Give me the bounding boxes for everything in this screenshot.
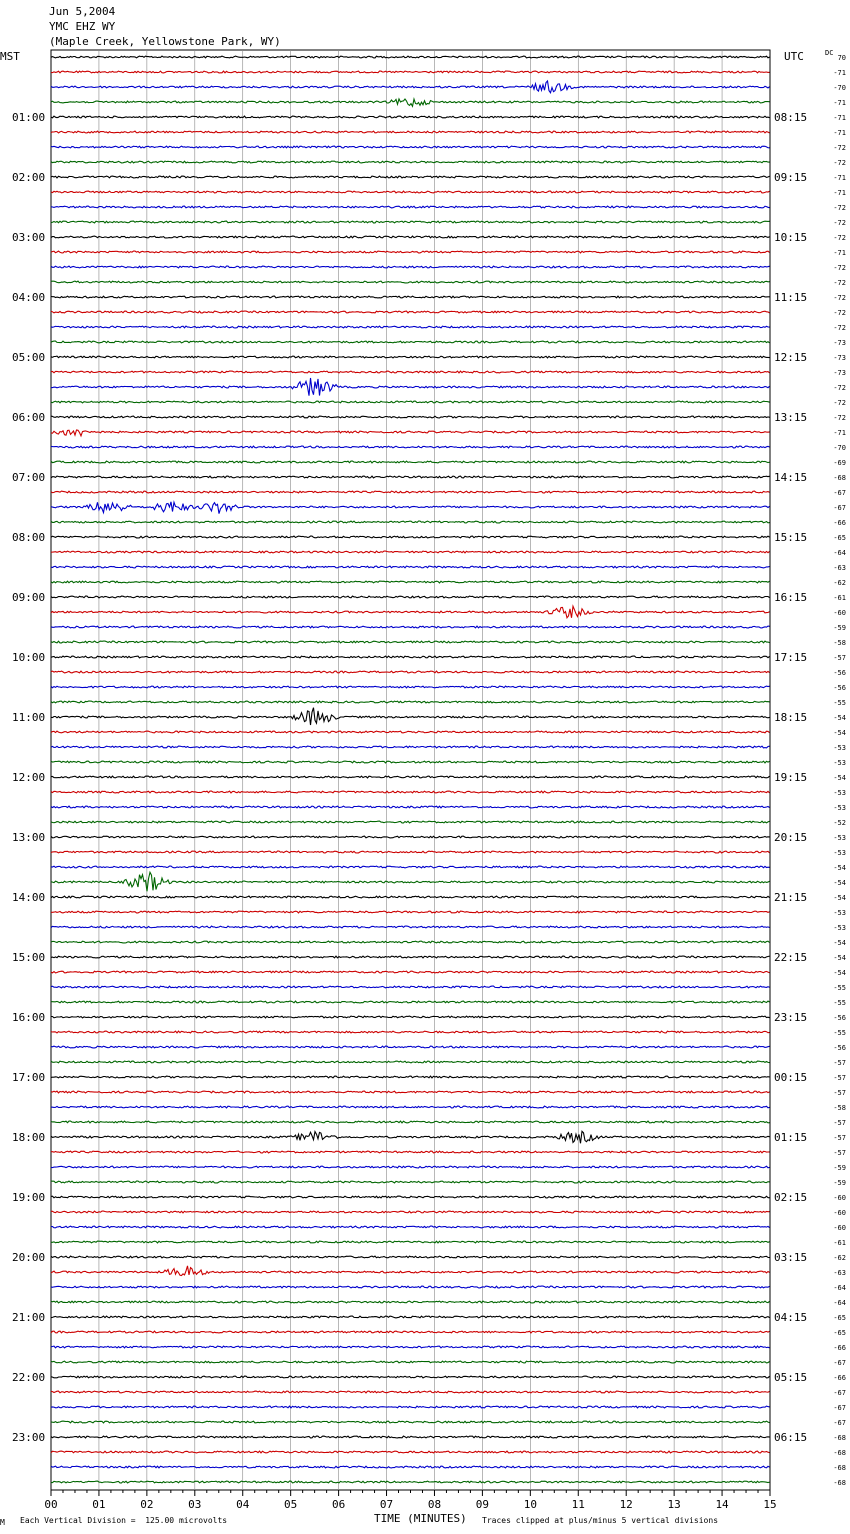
seismic-trace	[51, 1001, 770, 1003]
utc-hour-label: 00:15	[774, 1071, 808, 1084]
dc-offset-label: -57	[833, 1119, 846, 1127]
dc-offset-label: -53	[833, 744, 846, 752]
seismic-trace	[51, 221, 770, 223]
dc-offset-label: -53	[833, 909, 846, 917]
right-timezone-label: UTC	[784, 50, 804, 63]
dc-offset-label: -53	[833, 759, 846, 767]
seismic-trace	[51, 311, 770, 313]
seismic-trace	[51, 606, 770, 618]
seismic-trace	[51, 956, 770, 958]
utc-hour-label: 21:15	[774, 891, 808, 904]
dc-offset-label: -54	[833, 894, 846, 902]
seismic-trace	[51, 896, 770, 898]
local-hour-label: 23:00	[12, 1431, 46, 1444]
seismic-trace	[51, 71, 770, 73]
dc-offset-label: -57	[833, 1074, 846, 1082]
seismic-trace	[51, 416, 770, 418]
dc-offset-label: -57	[833, 654, 846, 662]
local-hour-label: 09:00	[12, 591, 46, 604]
seismic-trace	[51, 176, 770, 178]
local-hour-label: 15:00	[12, 951, 46, 964]
seismic-trace	[51, 99, 770, 106]
utc-hour-label: 14:15	[774, 471, 808, 484]
dc-offset-label: -60	[833, 1194, 846, 1202]
seismic-trace	[51, 1451, 770, 1453]
utc-hour-label: 05:15	[774, 1371, 808, 1384]
dc-offset-label: -72	[833, 324, 846, 332]
seismic-trace	[51, 1361, 770, 1363]
x-tick-label: 02	[140, 1498, 154, 1511]
utc-hour-label: 04:15	[774, 1311, 808, 1324]
seismic-trace	[51, 1181, 770, 1183]
local-hour-label: 20:00	[12, 1251, 46, 1264]
seismic-trace	[51, 671, 770, 673]
dc-offset-label: -67	[833, 504, 846, 512]
seismic-trace	[51, 1196, 770, 1198]
station-location: (Maple Creek, Yellowstone Park, WY)	[49, 35, 281, 48]
seismic-trace	[51, 708, 770, 725]
seismic-trace	[51, 761, 770, 763]
dc-offset-label: -72	[833, 309, 846, 317]
seismic-trace	[51, 161, 770, 163]
dc-offset-label: -54	[833, 714, 846, 722]
seismic-trace	[51, 430, 770, 436]
seismic-trace	[51, 236, 770, 238]
seismic-trace	[51, 1391, 770, 1393]
seismic-trace	[51, 296, 770, 298]
seismic-trace	[51, 986, 770, 988]
dc-offset-label: -55	[833, 984, 846, 992]
dc-offset-label: -58	[833, 639, 846, 647]
dc-offset-label: -63	[833, 1269, 846, 1277]
x-tick-label: 11	[571, 1498, 585, 1511]
dc-offset-label: -65	[833, 1329, 846, 1337]
x-tick-label: 12	[619, 1498, 633, 1511]
dc-offset-label: -53	[833, 924, 846, 932]
dc-offset-label: -67	[833, 1359, 846, 1367]
dc-offset-label: -66	[833, 1344, 846, 1352]
dc-offset-label: -54	[833, 864, 846, 872]
dc-offset-label: -54	[833, 879, 846, 887]
x-tick-label: 05	[284, 1498, 298, 1511]
dc-offset-label: -52	[833, 819, 846, 827]
dc-offset-label: -54	[833, 954, 846, 962]
dc-offset-label: -54	[833, 969, 846, 977]
dc-offset-label: -53	[833, 789, 846, 797]
x-tick-label: 10	[523, 1498, 537, 1511]
dc-offset-label: -59	[833, 624, 846, 632]
corner-mark: M	[0, 1518, 5, 1527]
plot-date: Jun 5,2004	[49, 5, 116, 18]
seismic-trace	[51, 1266, 770, 1276]
utc-hour-label: 11:15	[774, 291, 808, 304]
dc-offset-label: -57	[833, 1059, 846, 1067]
dc-offset-label: -57	[833, 1149, 846, 1157]
x-axis-title: TIME (MINUTES)	[374, 1512, 467, 1525]
seismic-trace	[51, 911, 770, 913]
dc-offset-label: -68	[833, 474, 846, 482]
dc-offset-label: -72	[833, 384, 846, 392]
seismic-trace	[51, 656, 770, 658]
seismic-trace	[51, 1256, 770, 1258]
seismic-trace	[51, 1061, 770, 1063]
dc-offset-label: -56	[833, 1014, 846, 1022]
utc-hour-label: 06:15	[774, 1431, 808, 1444]
seismic-trace	[51, 131, 770, 133]
dc-offset-label: -57	[833, 1089, 846, 1097]
dc-offset-label: -71	[833, 69, 846, 77]
x-tick-label: 04	[236, 1498, 250, 1511]
utc-hour-label: 08:15	[774, 111, 808, 124]
seismic-trace	[51, 821, 770, 823]
seismic-trace	[51, 776, 770, 778]
seismic-trace	[51, 1076, 770, 1078]
dc-offset-label: -71	[833, 99, 846, 107]
seismic-trace	[51, 266, 770, 268]
seismic-trace	[51, 146, 770, 148]
dc-label: DC	[825, 49, 834, 57]
seismic-trace	[51, 866, 770, 868]
dc-offset-label: -73	[833, 354, 846, 362]
local-hour-label: 18:00	[12, 1131, 46, 1144]
utc-hour-label: 09:15	[774, 171, 808, 184]
left-timezone-label: MST	[0, 50, 20, 63]
seismic-trace	[51, 806, 770, 808]
dc-offset-label: -65	[833, 1314, 846, 1322]
dc-offset-label: -70	[833, 84, 846, 92]
dc-offset-label: -72	[833, 279, 846, 287]
dc-offset-label: -64	[833, 1284, 846, 1292]
local-hour-label: 05:00	[12, 351, 46, 364]
utc-hour-label: 20:15	[774, 831, 808, 844]
dc-offset-label: -72	[833, 264, 846, 272]
dc-offset-label: -55	[833, 1029, 846, 1037]
local-hour-label: 08:00	[12, 531, 46, 544]
local-hour-label: 19:00	[12, 1191, 46, 1204]
dc-offset-label: -62	[833, 579, 846, 587]
seismic-trace	[51, 1346, 770, 1348]
dc-offset-label: -55	[833, 999, 846, 1007]
seismic-trace	[51, 1106, 770, 1108]
dc-offset-label: -72	[833, 159, 846, 167]
seismic-trace	[51, 502, 770, 514]
seismic-trace	[51, 371, 770, 373]
dc-offset-label: -54	[833, 729, 846, 737]
seismic-trace	[51, 206, 770, 208]
seismic-trace	[51, 731, 770, 733]
local-hour-label: 13:00	[12, 831, 46, 844]
seismic-trace	[51, 836, 770, 838]
seismic-trace	[51, 1286, 770, 1288]
seismic-trace	[51, 746, 770, 748]
local-hour-label: 06:00	[12, 411, 46, 424]
utc-hour-label: 23:15	[774, 1011, 808, 1024]
local-hour-label: 16:00	[12, 1011, 46, 1024]
seismic-trace	[51, 356, 770, 358]
seismic-trace	[51, 551, 770, 553]
dc-offset-label: -62	[833, 1254, 846, 1262]
seismic-trace	[51, 1481, 770, 1483]
dc-offset-label: -67	[833, 489, 846, 497]
seismic-trace	[51, 641, 770, 643]
seismic-trace	[51, 446, 770, 448]
seismic-trace	[51, 1466, 770, 1468]
dc-offset-label: -69	[833, 459, 846, 467]
seismic-trace	[51, 926, 770, 928]
seismic-trace	[51, 1241, 770, 1243]
x-tick-label: 15	[763, 1498, 777, 1511]
dc-offset-label: -64	[833, 1299, 846, 1307]
dc-offset-label: -53	[833, 804, 846, 812]
seismic-trace	[51, 536, 770, 538]
dc-offset-label: -53	[833, 834, 846, 842]
seismic-trace	[51, 1421, 770, 1423]
dc-offset-label: -68	[833, 1434, 846, 1442]
utc-hour-label: 01:15	[774, 1131, 808, 1144]
x-tick-label: 13	[667, 1498, 681, 1511]
dc-offset-label: -60	[833, 1209, 846, 1217]
local-hour-label: 03:00	[12, 231, 46, 244]
dc-offset-label: -73	[833, 339, 846, 347]
utc-hour-label: 22:15	[774, 951, 808, 964]
x-tick-label: 00	[44, 1498, 58, 1511]
dc-offset-label: -59	[833, 1179, 846, 1187]
seismic-trace	[51, 686, 770, 688]
dc-offset-label: -60	[833, 1224, 846, 1232]
seismic-trace	[51, 341, 770, 343]
seismic-trace	[51, 1091, 770, 1093]
seismic-trace	[51, 401, 770, 403]
seismic-trace	[51, 701, 770, 703]
local-hour-label: 22:00	[12, 1371, 46, 1384]
dc-offset-label: -61	[833, 1239, 846, 1247]
dc-offset-label: -72	[833, 204, 846, 212]
seismic-trace	[51, 521, 770, 523]
seismic-trace	[51, 476, 770, 478]
seismic-trace	[51, 1406, 770, 1408]
seismic-trace	[51, 491, 770, 493]
dc-offset-label: -63	[833, 564, 846, 572]
utc-hour-label: 12:15	[774, 351, 808, 364]
seismic-trace	[51, 378, 770, 396]
seismic-trace	[51, 1046, 770, 1048]
dc-offset-label: -72	[833, 219, 846, 227]
seismic-trace	[51, 1031, 770, 1033]
dc-offset-label: -71	[833, 429, 846, 437]
x-tick-label: 07	[379, 1498, 394, 1511]
dc-offset-label: -66	[833, 1374, 846, 1382]
seismic-trace	[51, 1436, 770, 1438]
local-hour-label: 04:00	[12, 291, 46, 304]
seismic-trace	[51, 461, 770, 463]
dc-offset-label: -67	[833, 1419, 846, 1427]
local-hour-label: 02:00	[12, 171, 46, 184]
seismic-trace	[51, 626, 770, 628]
x-tick-label: 03	[188, 1498, 202, 1511]
seismic-trace	[51, 191, 770, 193]
dc-offset-label: -61	[833, 594, 846, 602]
seismic-trace	[51, 872, 770, 891]
seismic-trace	[51, 1211, 770, 1213]
dc-offset-label: -72	[833, 294, 846, 302]
local-hour-label: 14:00	[12, 891, 46, 904]
dc-offset-label: -58	[833, 1104, 846, 1112]
station-code: YMC EHZ WY	[49, 20, 116, 33]
clip-note: Traces clipped at plus/minus 5 vertical divisions	[482, 1516, 719, 1525]
x-tick-label: 14	[715, 1498, 729, 1511]
dc-offset-label: 70	[837, 54, 846, 62]
utc-hour-label: 10:15	[774, 231, 808, 244]
dc-offset-label: -68	[833, 1449, 846, 1457]
seismic-trace	[51, 56, 770, 58]
dc-offset-label: -72	[833, 234, 846, 242]
seismic-trace	[51, 116, 770, 118]
local-hour-label: 17:00	[12, 1071, 46, 1084]
seismic-trace	[51, 281, 770, 283]
utc-hour-label: 16:15	[774, 591, 808, 604]
utc-hour-label: 17:15	[774, 651, 808, 664]
dc-offset-label: -71	[833, 174, 846, 182]
local-hour-label: 10:00	[12, 651, 46, 664]
dc-offset-label: -56	[833, 669, 846, 677]
x-tick-label: 08	[427, 1498, 442, 1511]
scale-note: Each Vertical Division = 125.00 microvolts	[20, 1516, 228, 1525]
utc-hour-label: 19:15	[774, 771, 808, 784]
dc-offset-label: -67	[833, 1404, 846, 1412]
seismic-trace	[51, 1376, 770, 1378]
x-tick-label: 09	[475, 1498, 490, 1511]
seismic-trace	[51, 941, 770, 943]
dc-offset-label: -64	[833, 549, 846, 557]
dc-offset-label: -54	[833, 774, 846, 782]
dc-offset-label: -65	[833, 534, 846, 542]
dc-offset-label: -72	[833, 399, 846, 407]
seismic-trace	[51, 566, 770, 568]
utc-hour-label: 02:15	[774, 1191, 808, 1204]
seismic-trace	[51, 851, 770, 853]
utc-hour-label: 15:15	[774, 531, 808, 544]
seismic-trace	[51, 1316, 770, 1318]
dc-offset-label: -68	[833, 1464, 846, 1472]
dc-offset-label: -53	[833, 849, 846, 857]
seismic-trace	[51, 1131, 770, 1143]
local-hour-label: 12:00	[12, 771, 46, 784]
local-hour-label: 11:00	[12, 711, 46, 724]
utc-hour-label: 18:15	[774, 711, 808, 724]
dc-offset-label: -57	[833, 1134, 846, 1142]
dc-offset-label: -71	[833, 129, 846, 137]
dc-offset-label: -72	[833, 144, 846, 152]
seismic-trace	[51, 1226, 770, 1228]
local-hour-label: 21:00	[12, 1311, 46, 1324]
utc-hour-label: 03:15	[774, 1251, 808, 1264]
dc-offset-label: -72	[833, 414, 846, 422]
utc-hour-label: 13:15	[774, 411, 808, 424]
seismic-trace	[51, 1331, 770, 1333]
seismic-trace	[51, 581, 770, 583]
local-hour-label: 07:00	[12, 471, 46, 484]
dc-offset-label: -67	[833, 1389, 846, 1397]
seismic-trace	[51, 971, 770, 973]
dc-offset-label: -73	[833, 369, 846, 377]
seismic-trace	[51, 1166, 770, 1168]
seismic-trace	[51, 326, 770, 328]
x-tick-label: 06	[331, 1498, 346, 1511]
dc-offset-label: -71	[833, 249, 846, 257]
dc-offset-label: -66	[833, 519, 846, 527]
seismic-trace	[51, 251, 770, 253]
dc-offset-label: -68	[833, 1479, 846, 1487]
seismic-trace	[51, 1016, 770, 1018]
dc-offset-label: -56	[833, 1044, 846, 1052]
dc-offset-label: -71	[833, 114, 846, 122]
dc-offset-label: -60	[833, 609, 846, 617]
seismic-trace	[51, 596, 770, 598]
seismic-trace	[51, 1151, 770, 1153]
local-hour-label: 01:00	[12, 111, 46, 124]
dc-offset-label: -71	[833, 189, 846, 197]
seismic-trace	[51, 1301, 770, 1303]
dc-offset-label: -55	[833, 699, 846, 707]
x-tick-label: 01	[92, 1498, 106, 1511]
dc-offset-label: -54	[833, 939, 846, 947]
seismic-trace	[51, 81, 770, 93]
dc-offset-label: -56	[833, 684, 846, 692]
dc-offset-label: -70	[833, 444, 846, 452]
seismic-trace	[51, 791, 770, 793]
dc-offset-label: -59	[833, 1164, 846, 1172]
seismic-trace	[51, 1121, 770, 1123]
